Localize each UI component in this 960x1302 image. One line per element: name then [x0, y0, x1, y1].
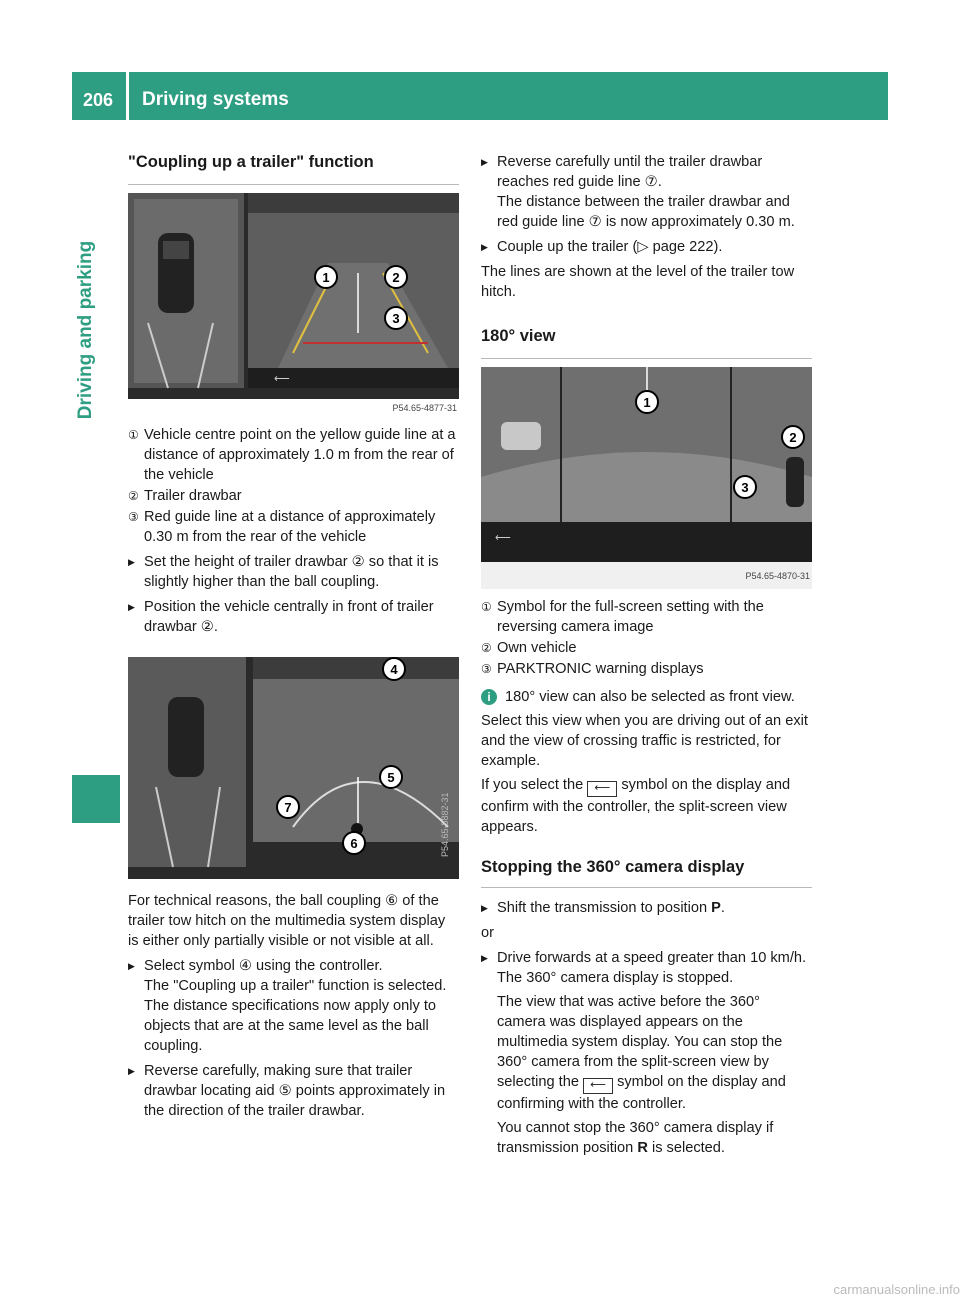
legend-number: ① [481, 600, 492, 614]
page-header [72, 72, 888, 120]
legend-number: ① [128, 428, 139, 442]
paragraph: For technical reasons, the ball coupling ⑥ of the trailer tow hitch on the multimedia system display is either only partially visible or not visible at all. [128, 893, 446, 949]
instruction-step: Position the vehicle centrally in front of trailer drawbar ②. [144, 599, 434, 635]
chapter-title: Driving systems [142, 89, 289, 110]
triangle-right-icon: ▶ [481, 953, 488, 963]
triangle-right-icon: ▶ [481, 903, 488, 913]
figure-reference: P54.65-5882-31 [440, 792, 450, 857]
svg-text:5: 5 [387, 770, 395, 785]
info-icon: i [481, 689, 497, 705]
legend-text: Red guide line at a distance of approximately 0.30 m from the rear of the vehicle [144, 509, 436, 545]
instruction-result: The "Coupling up a trailer" function is selected. The distance specifications now apply only to objects that are at the same level as the ball coupling. [144, 978, 447, 1054]
legend-list [128, 425, 459, 547]
figure-reference: P54.65-4877-31 [392, 403, 457, 413]
svg-text:6: 6 [350, 836, 358, 851]
svg-text:1: 1 [643, 395, 651, 410]
instruction-step: Reverse carefully, making sure that trailer drawbar locating aid ⑤ points approximately in the direction of the trailer drawbar. [144, 1063, 446, 1119]
legend-text: Trailer drawbar [144, 488, 242, 504]
section-heading-coupling: "Coupling up a trailer" function [128, 153, 374, 171]
svg-text:⟵: ⟵ [495, 532, 511, 544]
back-arrow-icon: ⟵ [583, 1078, 613, 1094]
side-tab-marker [72, 775, 120, 823]
instruction-step: Select symbol ④ using the controller. [144, 958, 383, 974]
heading-rule [128, 184, 459, 185]
page-number: 206 [82, 90, 114, 110]
footer-watermark: carmanualsonline.info [833, 1282, 960, 1297]
instruction-result: The distance between the trailer drawbar and red guide line ⑦ is now approximately 0.30 m. [497, 194, 795, 230]
triangle-right-icon: ▶ [481, 242, 488, 252]
paragraph: Select this view when you are driving out of an exit and the view of crossing traffic is restricted, for example. [481, 713, 808, 769]
triangle-right-icon: ▶ [128, 602, 135, 612]
triangle-right-icon: ▶ [128, 1066, 135, 1076]
legend-text: Symbol for the full-screen setting with the reversing camera image [497, 599, 764, 635]
legend-number: ③ [128, 510, 139, 524]
side-tab-label: Driving and parking [75, 240, 96, 420]
triangle-right-icon: ▶ [128, 557, 135, 567]
or-label: or [481, 925, 494, 941]
instruction-result: The view that was active before the 360° camera was displayed appears on the multimedia system display. You can stop the 360° camera from the split-screen view by selecting the ⟵ symbol on the display and confirming with the controller. [497, 994, 786, 1112]
legend-number: ② [128, 489, 139, 503]
svg-text:4: 4 [390, 662, 398, 677]
right-column [481, 150, 812, 1158]
legend-text: Vehicle centre point on the yellow guide line at a distance of approximately 1.0 m from the rear of the vehicle [144, 427, 456, 483]
svg-text:2: 2 [392, 270, 400, 285]
svg-text:2: 2 [789, 430, 797, 445]
figure-reference: P54.65-4870-31 [745, 571, 810, 581]
legend-text: PARKTRONIC warning displays [497, 661, 704, 677]
instruction-result: The 360° camera display is stopped. [497, 970, 734, 986]
camera-image-180 [481, 367, 812, 589]
instruction-step: Shift the transmission to position P. [497, 900, 725, 916]
section-heading-180: 180° view [481, 327, 556, 345]
legend-number: ③ [481, 662, 492, 676]
left-column [128, 150, 459, 1121]
svg-text:⟵: ⟵ [274, 373, 290, 385]
svg-text:1: 1 [322, 270, 330, 285]
info-text: 180° view can also be selected as front view. [505, 689, 795, 705]
heading-rule [481, 887, 812, 888]
camera-image-trailer-aid [128, 657, 459, 879]
legend-text: Own vehicle [497, 640, 577, 656]
legend-list [481, 597, 812, 679]
paragraph: If you select the ⟵ symbol on the display and confirm with the controller, the split-screen view appears. [481, 777, 791, 835]
triangle-right-icon: ▶ [128, 961, 135, 971]
paragraph: The lines are shown at the level of the trailer tow hitch. [481, 264, 795, 300]
instruction-step: Drive forwards at a speed greater than 10 km/h. [497, 950, 807, 966]
svg-text:3: 3 [741, 480, 749, 495]
instruction-result: You cannot stop the 360° camera display if transmission position R is selected. [497, 1120, 774, 1156]
back-arrow-icon: ⟵ [587, 781, 617, 797]
info-note [481, 687, 812, 707]
instruction-step: Couple up the trailer (▷ page 222). [497, 239, 723, 255]
triangle-right-icon: ▶ [481, 157, 488, 167]
instruction-step: Reverse carefully until the trailer drawbar reaches red guide line ⑦. [497, 154, 763, 190]
section-heading-stop: Stopping the 360° camera display [481, 858, 745, 876]
camera-image-coupling [128, 193, 459, 413]
svg-text:7: 7 [284, 800, 292, 815]
instruction-step: Set the height of trailer drawbar ② so that it is slightly higher than the ball coupling. [144, 554, 439, 590]
legend-number: ② [481, 641, 492, 655]
header-divider [126, 72, 129, 120]
svg-text:3: 3 [392, 311, 400, 326]
heading-rule [481, 358, 812, 359]
